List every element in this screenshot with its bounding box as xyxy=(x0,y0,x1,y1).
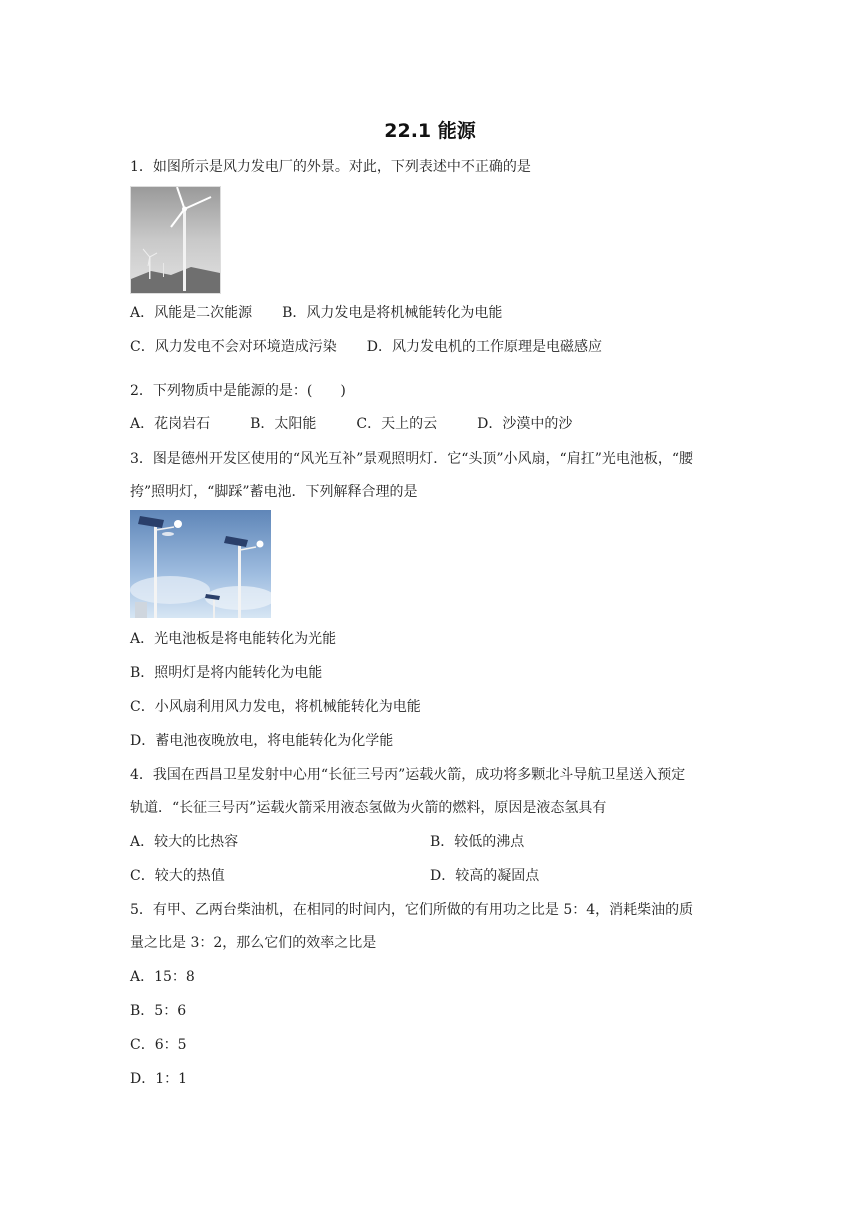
page-title: 22.1 能源 xyxy=(384,120,476,142)
q4-stem-line2: 轨道．“长征三号丙”运载火箭采用液态氢做为火箭的燃料，原因是液态氢具有 xyxy=(130,800,607,816)
q3-stem-line1: 3．图是德州开发区使用的“风光互补”景观照明灯．它“头顶”小风扇，“肩扛”光电池板，“腰 xyxy=(130,451,694,467)
streetlight-image xyxy=(130,510,271,618)
q4-option-b[interactable]: B．较低的沸点 xyxy=(430,834,525,850)
q2-stem: 2．下列物质中是能源的是：( ) xyxy=(130,383,346,399)
q3-option-a[interactable]: A．光电池板是将电能转化为光能 xyxy=(130,631,337,647)
q5-stem-line2: 量之比是 3：2，那么它们的效率之比是 xyxy=(130,935,377,951)
q4-option-d[interactable]: D．较高的凝固点 xyxy=(430,868,540,884)
q4-option-c[interactable]: C．较大的热值 xyxy=(130,868,225,884)
q5-option-a[interactable]: A．15：8 xyxy=(130,969,195,985)
q5-stem-line1: 5．有甲、乙两台柴油机，在相同的时间内，它们所做的有用功之比是 5：4，消耗柴油的质 xyxy=(130,902,694,918)
q2-options-row xyxy=(130,414,572,434)
q1-stem: 1．如图所示是风力发电厂的外景。对此，下列表述中不正确的是 xyxy=(130,159,531,175)
q4-option-a[interactable]: A．较大的比热容 xyxy=(130,834,239,850)
wind-turbine-image xyxy=(130,186,221,294)
q1-option-c[interactable]: C．风力发电不会对环境造成污染 xyxy=(130,339,337,355)
q1-option-b[interactable]: B．风力发电是将机械能转化为电能 xyxy=(282,305,503,321)
q1-option-d[interactable]: D．风力发电机的工作原理是电磁感应 xyxy=(366,339,602,355)
q3-option-d[interactable]: D．蓄电池夜晚放电，将电能转化为化学能 xyxy=(130,733,394,749)
q2-option-c[interactable]: C．天上的云 xyxy=(356,416,438,432)
q1-options-row1 xyxy=(130,303,502,323)
q2-option-b[interactable]: B．太阳能 xyxy=(250,416,317,432)
q4-stem-line1: 4．我国在西昌卫星发射中心用“长征三号丙”运载火箭，成功将多颗北斗导航卫星送入预定 xyxy=(130,767,686,783)
q2-option-a[interactable]: A．花岗岩石 xyxy=(130,416,211,432)
q2-option-d[interactable]: D．沙漠中的沙 xyxy=(477,416,573,432)
q3-option-c[interactable]: C．小风扇利用风力发电，将机械能转化为电能 xyxy=(130,699,421,715)
q5-option-c[interactable]: C．6：5 xyxy=(130,1037,187,1053)
q5-option-d[interactable]: D．1：1 xyxy=(130,1071,188,1087)
q3-option-b[interactable]: B．照明灯是将内能转化为电能 xyxy=(130,665,323,681)
q1-options-row2 xyxy=(130,337,602,357)
q1-option-a[interactable]: A．风能是二次能源 xyxy=(130,305,253,321)
q5-option-b[interactable]: B．5：6 xyxy=(130,1003,187,1019)
q3-stem-line2: 挎”照明灯，“脚踩”蓄电池．下列解释合理的是 xyxy=(130,484,418,500)
